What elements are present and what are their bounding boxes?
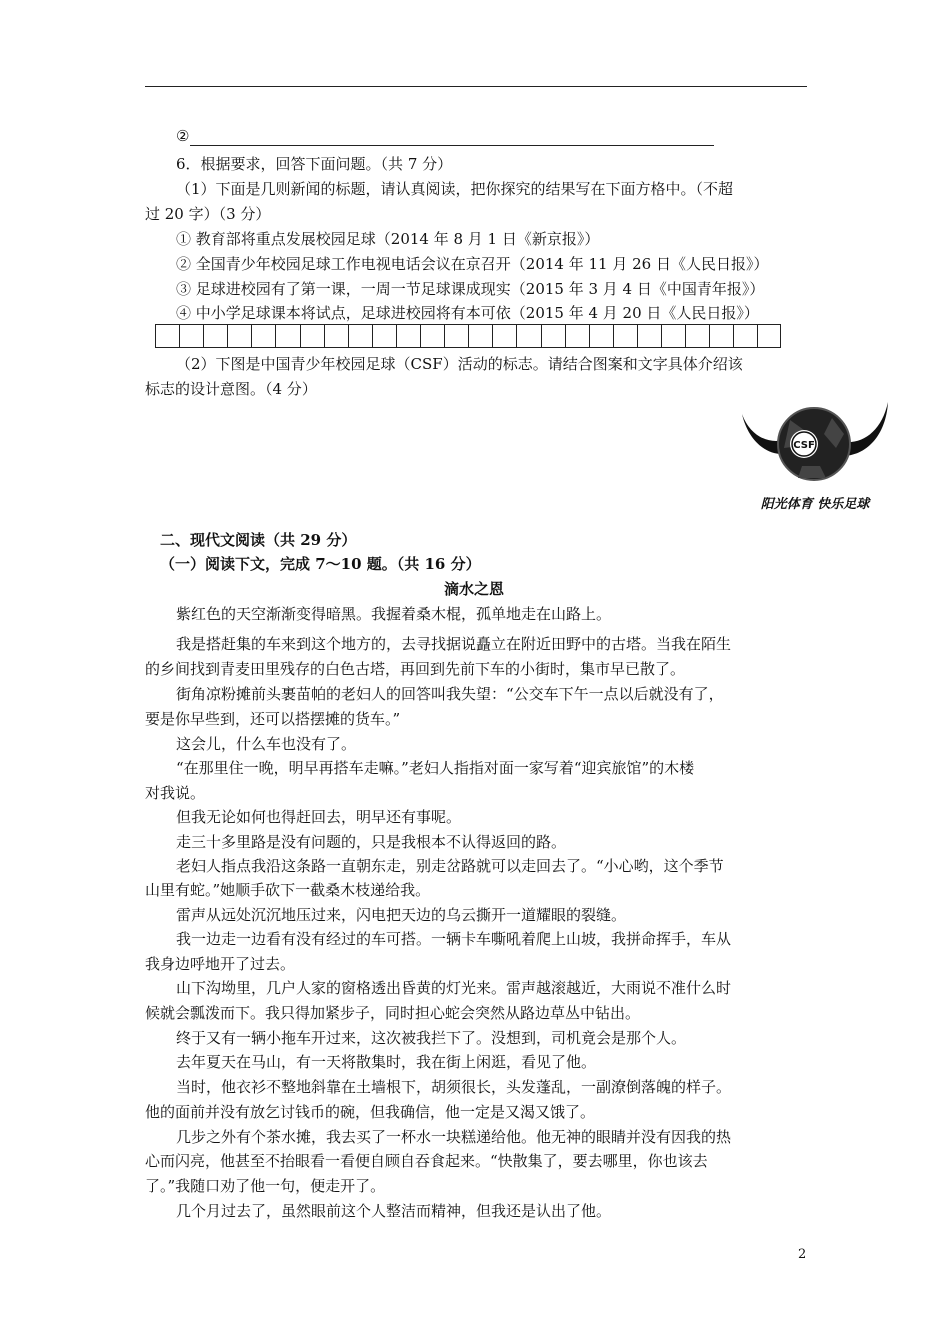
article-line: 但我无论如何也得赶回去，明早还有事呢。 <box>176 808 462 826</box>
news-headline-3: ③ 足球进校园有了第一课，一周一节足球课成现实（2015 年 3 月 4 日《中国青年报》） <box>176 280 765 298</box>
grid-cell[interactable] <box>757 324 781 348</box>
answer-grid[interactable] <box>155 324 781 348</box>
q6-part1-line1: （1）下面是几则新闻的标题，请认真阅读，把你探究的结果写在下面方格中。（不超 <box>176 180 734 198</box>
grid-cell[interactable] <box>637 324 661 348</box>
article-line: 几步之外有个茶水摊，我去买了一杯水一块糕递给他。他无神的眼睛并没有因我的热 <box>176 1128 732 1146</box>
grid-cell[interactable] <box>155 324 179 348</box>
grid-cell[interactable] <box>251 324 275 348</box>
article-line: 去年夏天在马山，有一天将散集时，我在街上闲逛，看见了他。 <box>176 1053 597 1071</box>
grid-cell[interactable] <box>589 324 613 348</box>
article-line: “在那里住一晚，明早再搭车走嘛。”老妇人指指对面一家写着“迎宾旅馆”的木楼 <box>176 759 695 777</box>
grid-cell[interactable] <box>733 324 757 348</box>
q6-part2-line1: （2）下图是中国青少年校园足球（CSF）活动的标志。请结合图案和文字具体介绍该 <box>176 355 743 373</box>
grid-cell[interactable] <box>709 324 733 348</box>
article-line: 雷声从远处沉沉地压过来，闪电把天边的乌云撕开一道耀眼的裂缝。 <box>176 906 627 924</box>
answer-line <box>190 145 714 146</box>
logo-center-text: CSF <box>793 440 815 451</box>
article-line: 几个月过去了，虽然眼前这个人整洁而精神，但我还是认出了他。 <box>176 1202 612 1220</box>
grid-cell[interactable] <box>685 324 709 348</box>
article-line: 候就会瓢泼而下。我只得加紧步子，同时担心蛇会突然从路边草丛中钻出。 <box>145 1004 641 1022</box>
grid-cell[interactable] <box>444 324 468 348</box>
article-line: 这会儿，什么车也没有了。 <box>176 735 357 753</box>
grid-cell[interactable] <box>541 324 565 348</box>
grid-cell[interactable] <box>348 324 372 348</box>
article-title: 滴水之恩 <box>444 580 505 598</box>
article-line: 山里有蛇。”她顺手砍下一截桑木枝递给我。 <box>145 881 431 899</box>
article-line: 他的面前并没有放乞讨钱币的碗，但我确信，他一定是又渴又饿了。 <box>145 1103 596 1121</box>
football-with-wings-icon <box>740 396 890 518</box>
grid-cell[interactable] <box>565 324 589 348</box>
article-line: 对我说。 <box>145 784 206 802</box>
article-line: 我一边走一边看有没有经过的车可搭。一辆卡车嘶吼着爬上山坡，我拼命挥手，车从 <box>176 930 732 948</box>
question-6-heading: 6．根据要求，回答下面问题。（共 7 分） <box>176 155 453 173</box>
article-line: 的乡间找到青麦田里残存的白色古塔，再回到先前下车的小街时，集市早已散了。 <box>145 660 686 678</box>
grid-cell[interactable] <box>227 324 251 348</box>
article-line: 街角凉粉摊前头裹苗帕的老妇人的回答叫我失望：“公交车下午一点以后就没有了， <box>176 685 724 703</box>
grid-cell[interactable] <box>468 324 492 348</box>
grid-cell[interactable] <box>372 324 396 348</box>
news-headline-2: ② 全国青少年校园足球工作电视电话会议在京召开（2014 年 11 月 26 日《人民日报》） <box>176 255 769 273</box>
grid-cell[interactable] <box>300 324 324 348</box>
grid-cell[interactable] <box>203 324 227 348</box>
article-line: 当时，他衣衫不整地斜靠在土墙根下，胡须很长，头发蓬乱，一副潦倒落魄的样子。 <box>176 1078 732 1096</box>
article-line: 心而闪亮，他甚至不抬眼看一看便自顾自吞食起来。“快散集了，要去哪里，你也该去 <box>145 1152 708 1170</box>
q6-part2-line2: 标志的设计意图。（4 分） <box>145 380 317 398</box>
article-line: 要是你早些到，还可以搭摆摊的货车。” <box>145 710 401 728</box>
article-line: 老妇人指点我沿这条路一直朝东走，别走岔路就可以走回去了。“小心哟，这个季节 <box>176 857 724 875</box>
grid-cell[interactable] <box>275 324 299 348</box>
logo-slogan: 阳光体育 快乐足球 <box>760 497 870 512</box>
article-line: 走三十多里路是没有问题的，只是我根本不认得返回的路。 <box>176 833 567 851</box>
section-2-subheading: （一）阅读下文，完成 7～10 题。（共 16 分） <box>160 555 481 573</box>
article-line: 我身边呼地开了过去。 <box>145 955 296 973</box>
grid-cell[interactable] <box>396 324 420 348</box>
grid-cell[interactable] <box>661 324 685 348</box>
grid-cell[interactable] <box>613 324 637 348</box>
csf-logo <box>740 396 890 518</box>
section-2-heading: 二、现代文阅读（共 29 分） <box>160 531 357 549</box>
grid-cell[interactable] <box>420 324 444 348</box>
article-line: 山下沟坳里，几户人家的窗格透出昏黄的灯光来。雷声越滚越近，大雨说不准什么时 <box>176 979 732 997</box>
header-rule <box>145 86 807 87</box>
grid-cell[interactable] <box>179 324 203 348</box>
article-line: 我是搭赶集的车来到这个地方的，去寻找据说矗立在附近田野中的古塔。当我在陌生 <box>176 635 732 653</box>
grid-cell[interactable] <box>324 324 348 348</box>
answer-marker-2: ② <box>176 127 190 145</box>
article-line: 终于又有一辆小拖车开过来，这次被我拦下了。没想到，司机竟会是那个人。 <box>176 1029 687 1047</box>
page-number: 2 <box>798 1247 807 1262</box>
article-line: 了。”我随口劝了他一句，便走开了。 <box>145 1177 386 1195</box>
article-line: 紫红色的天空渐渐变得暗黑。我握着桑木棍，孤单地走在山路上。 <box>176 605 612 623</box>
news-headline-1: ① 教育部将重点发展校园足球（2014 年 8 月 1 日《新京报》） <box>176 230 600 248</box>
news-headline-4: ④ 中小学足球课本将试点，足球进校园将有本可依（2015 年 4 月 20 日《人民日报》） <box>176 304 759 322</box>
grid-cell[interactable] <box>516 324 540 348</box>
q6-part1-line2: 过 20 字）（3 分） <box>145 205 271 223</box>
grid-cell[interactable] <box>492 324 516 348</box>
